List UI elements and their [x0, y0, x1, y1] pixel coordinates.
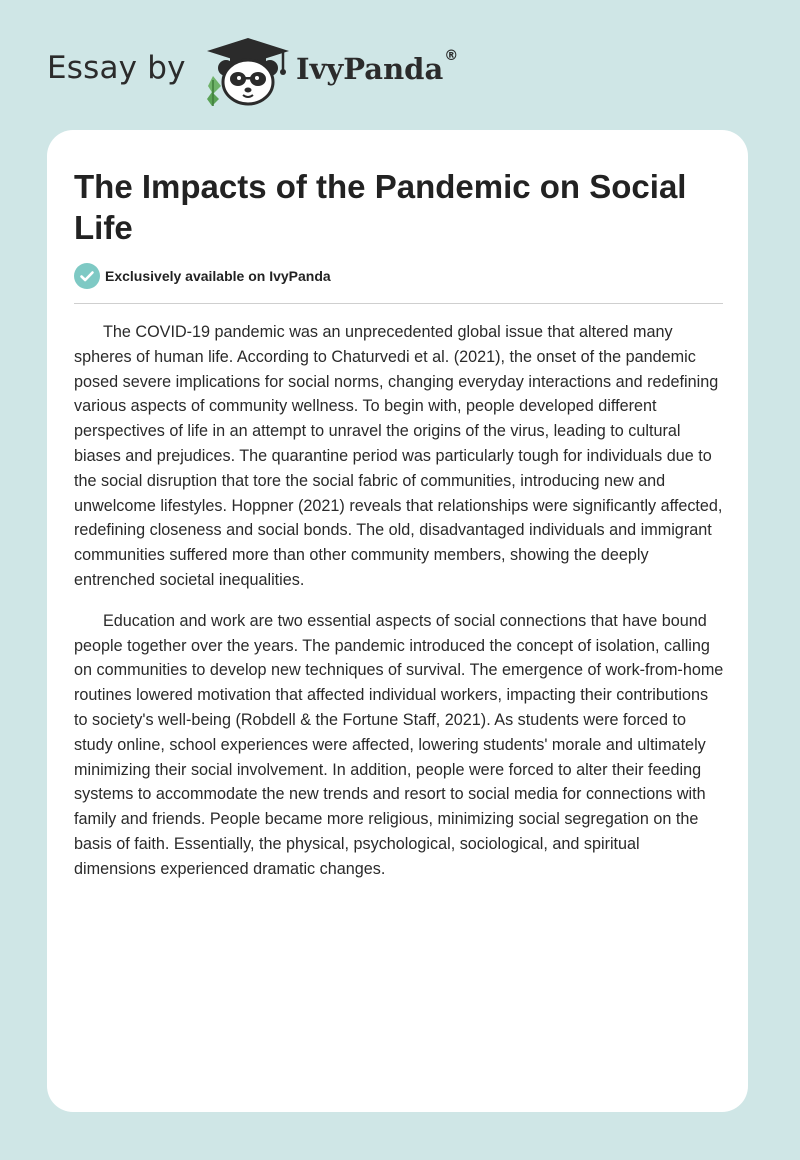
check-circle-icon [74, 263, 100, 289]
registered-mark: ® [444, 48, 459, 65]
site-header [0, 0, 800, 130]
divider [74, 303, 723, 304]
essay-by-label: Essay by [47, 50, 186, 86]
page-title: The Impacts of the Pandemic on Social Life [74, 168, 687, 246]
exclusive-text: Exclusively available on IvyPanda [105, 268, 331, 284]
ivypanda-logo-icon[interactable] [203, 36, 293, 108]
essay-body [74, 320, 724, 898]
essay-card [47, 130, 748, 1112]
paragraph: Education and work are two essential aspects of social connections that have bound people together over the years. The pandemic introduced the concept of isolation, calling on communities to develop new techniques of survival. The emergence of work-from-home routines lowered motivation that affected individual workers, impacting their contributions to society's well-being (Robdell & the Fortune Staff, 2021). As students were forced to study online, school experiences were affected, lowering students' morale and ultimately minimizing their social involvement. In addition, people were forced to alter their feeding systems to accommodate the new trends and resort to social media for connections with family and friends. People became more religious, minimizing social segregation on the basis of faith. Essentially, the physical, psychological, sociological, and spiritual dimensions experienced dramatic changes. [74, 611, 724, 878]
paragraph: The COVID-19 pandemic was an unprecedented global issue that altered many spheres of human life. According to Chaturvedi et al. (2021), the onset of the pandemic posed severe implications for social norms, changing everyday interactions and redefining various aspects of community wellness. To begin with, people developed different perspectives of life in an attempt to unravel the origins of the virus, leading to cultural biases and prejudices. The quarantine period was particularly tough for individuals due to the social disruption that tore the social fabric of communities, introducing new and unwelcome lifestyles. Hoppner (2021) reveals that relationships were significantly affected, redefining closeness and social bonds. The old, disadvantaged individuals and immigrant communities suffered more than other community members, showing the deeply entrenched societal inequalities. [74, 323, 723, 589]
exclusive-badge [74, 263, 331, 289]
brand-name[interactable]: IvyPanda® [296, 48, 459, 86]
